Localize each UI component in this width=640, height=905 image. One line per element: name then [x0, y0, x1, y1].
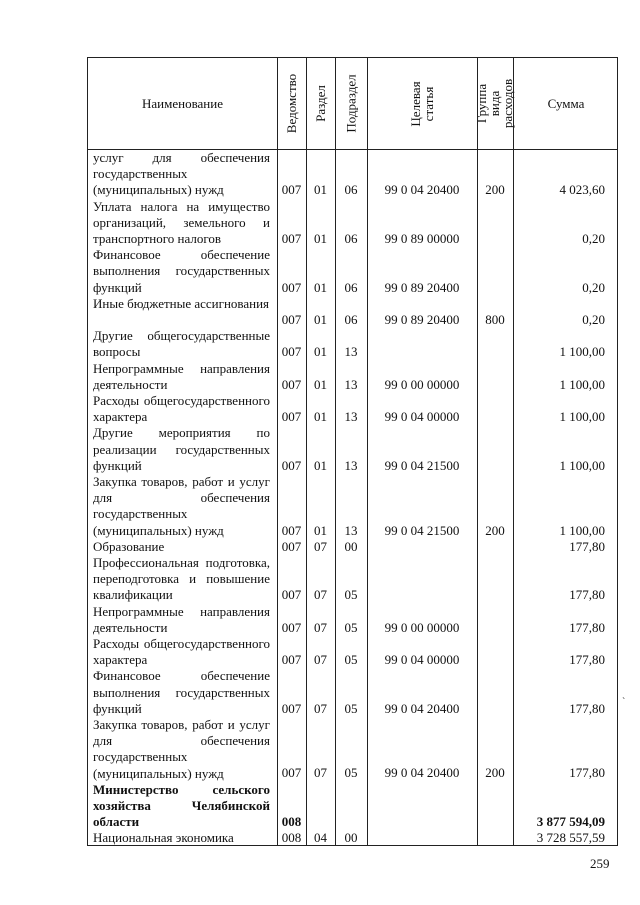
row-razd: 07 — [314, 538, 327, 554]
row-razd: 01 — [314, 522, 327, 538]
row-name: Непрограммные направления деятельности — [93, 603, 270, 635]
row-podr: 05 — [344, 652, 358, 668]
row-podr: 13 — [344, 376, 358, 392]
row-vr: 200 — [485, 522, 505, 538]
table-row — [88, 668, 617, 717]
row-sum: 0,20 — [582, 311, 605, 327]
row-cs: 99 0 04 21500 — [384, 457, 460, 473]
table-row — [88, 830, 617, 846]
table-row — [88, 539, 617, 555]
row-name: услуг для обеспечения государственных (муниципальных) нужд — [93, 150, 270, 198]
row-podr: 05 — [344, 587, 358, 603]
row-razd: 07 — [314, 652, 327, 668]
row-name: Образование — [93, 538, 165, 554]
header-gruppa: Группа вида расходов — [474, 78, 516, 129]
row-sum: 177,80 — [569, 700, 605, 716]
row-cs: 99 0 04 20400 — [384, 182, 460, 198]
row-name: Национальная экономика — [93, 830, 234, 846]
row-razd: 01 — [314, 344, 327, 360]
row-podr: 06 — [344, 311, 358, 327]
row-podr: 13 — [344, 522, 358, 538]
row-sum: 4 023,60 — [559, 182, 605, 198]
row-podr: 00 — [344, 830, 358, 846]
row-name: Другие мероприятия по реализации государственных функций — [93, 425, 270, 473]
row-ved: 008 — [281, 830, 302, 846]
row-podr: 13 — [344, 344, 358, 360]
row-sum: 177,80 — [569, 652, 605, 668]
row-ved: 007 — [281, 230, 302, 246]
table-row — [88, 555, 617, 604]
row-cs: 99 0 00 00000 — [384, 376, 460, 392]
row-cs: 99 0 04 20400 — [384, 700, 460, 716]
table-row — [88, 247, 617, 296]
row-name: Другие общегосударственные вопросы — [93, 328, 270, 360]
row-podr: 05 — [344, 765, 358, 781]
row-cs: 99 0 89 20400 — [384, 279, 460, 295]
row-sum: 3 728 557,59 — [536, 830, 605, 846]
row-razd: 01 — [314, 376, 327, 392]
row-name: Непрограммные направления деятельности — [93, 360, 270, 392]
table-row — [88, 393, 617, 425]
row-name: Финансовое обеспечение выполнения государственных функций — [93, 247, 270, 295]
row-name: Иные бюджетные ассигнования — [93, 295, 270, 311]
header-summa: Сумма — [547, 95, 585, 111]
row-sum: 0,20 — [582, 230, 605, 246]
row-cs: 99 0 89 20400 — [384, 311, 460, 327]
table-row — [88, 717, 617, 782]
table-header — [88, 58, 617, 150]
row-razd: 01 — [314, 279, 327, 295]
row-ved: 007 — [281, 700, 302, 716]
row-podr: 06 — [344, 182, 358, 198]
row-sum: 177,80 — [569, 538, 605, 554]
row-vr: 200 — [485, 182, 505, 198]
row-ved: 007 — [281, 522, 302, 538]
row-name: Финансовое обеспечение выполнения государственных функций — [93, 668, 270, 716]
page-number: 259 — [590, 856, 610, 871]
row-vr: 800 — [485, 311, 505, 327]
margin-mark: ` — [622, 697, 626, 708]
row-razd: 07 — [314, 700, 327, 716]
row-podr: 13 — [344, 457, 358, 473]
row-cs: 99 0 04 00000 — [384, 409, 460, 425]
row-razd: 01 — [314, 311, 327, 327]
row-podr: 13 — [344, 409, 358, 425]
header-name: Наименование — [142, 95, 223, 111]
row-cs: 99 0 04 20400 — [384, 765, 460, 781]
row-sum: 177,80 — [569, 765, 605, 781]
row-razd: 07 — [314, 619, 327, 635]
row-podr: 00 — [344, 538, 358, 554]
row-podr: 06 — [344, 279, 358, 295]
row-ved: 007 — [281, 587, 302, 603]
row-name: Закупка товаров, работ и услуг для обеспечения государственных (муниципальных) нужд — [93, 716, 270, 781]
row-name: Министерство сельского хозяйства Челябинской области — [93, 781, 270, 830]
row-razd: 07 — [314, 765, 327, 781]
row-cs: 99 0 89 00000 — [384, 230, 460, 246]
table-row — [88, 474, 617, 539]
header-podrazdel: Подраздел — [343, 74, 359, 133]
row-razd: 01 — [314, 409, 327, 425]
header-tselevaya: Целевая статья — [408, 80, 436, 127]
row-name: Профессиональная подготовка, переподготовка и повышение квалификации — [93, 554, 270, 603]
budget-table — [87, 57, 618, 846]
row-sum: 1 100,00 — [559, 409, 605, 425]
row-razd: 07 — [314, 587, 327, 603]
row-razd: 01 — [314, 230, 327, 246]
table-row — [88, 150, 617, 199]
row-ved: 007 — [281, 409, 302, 425]
row-name: Уплата налога на имущество организаций, земельного и транспортного налогов — [93, 198, 270, 246]
table-row — [88, 636, 617, 668]
row-sum: 177,80 — [569, 619, 605, 635]
row-ved: 007 — [281, 279, 302, 295]
row-podr: 06 — [344, 230, 358, 246]
row-razd: 01 — [314, 182, 327, 198]
table-row — [88, 782, 617, 831]
row-name: Расходы общегосударственного характера — [93, 392, 270, 425]
table-row — [88, 361, 617, 393]
row-cs: 99 0 04 21500 — [384, 522, 460, 538]
row-name: Закупка товаров, работ и услуг для обеспечения государственных (муниципальных) нужд — [93, 473, 270, 538]
row-ved: 007 — [281, 765, 302, 781]
row-sum: 177,80 — [569, 587, 605, 603]
table-row — [88, 604, 617, 636]
row-ved: 007 — [281, 652, 302, 668]
row-ved: 007 — [281, 457, 302, 473]
header-vedomstvo: Ведомство — [284, 73, 299, 134]
row-ved: 007 — [281, 182, 302, 198]
row-name: Расходы общегосударственного характера — [93, 635, 270, 668]
table-body — [88, 150, 617, 846]
row-razd: 04 — [314, 830, 327, 846]
row-sum: 1 100,00 — [559, 522, 605, 538]
table-row — [88, 199, 617, 248]
row-sum: 1 100,00 — [559, 376, 605, 392]
row-sum: 1 100,00 — [559, 457, 605, 473]
row-podr: 05 — [344, 619, 358, 635]
header-razdel: Раздел — [313, 85, 328, 122]
row-cs: 99 0 00 00000 — [384, 619, 460, 635]
row-vr: 200 — [485, 765, 505, 781]
row-ved: 008 — [281, 814, 302, 830]
row-ved: 007 — [281, 311, 302, 327]
row-ved: 007 — [281, 344, 302, 360]
row-podr: 05 — [344, 700, 358, 716]
row-sum: 1 100,00 — [559, 344, 605, 360]
table-row — [88, 425, 617, 474]
row-cs: 99 0 04 00000 — [384, 652, 460, 668]
table-row — [88, 296, 617, 328]
row-ved: 007 — [281, 376, 302, 392]
row-razd: 01 — [314, 457, 327, 473]
row-sum: 3 877 594,09 — [536, 814, 605, 830]
row-sum: 0,20 — [582, 279, 605, 295]
row-ved: 007 — [281, 538, 302, 554]
row-ved: 007 — [281, 619, 302, 635]
table-row — [88, 328, 617, 360]
